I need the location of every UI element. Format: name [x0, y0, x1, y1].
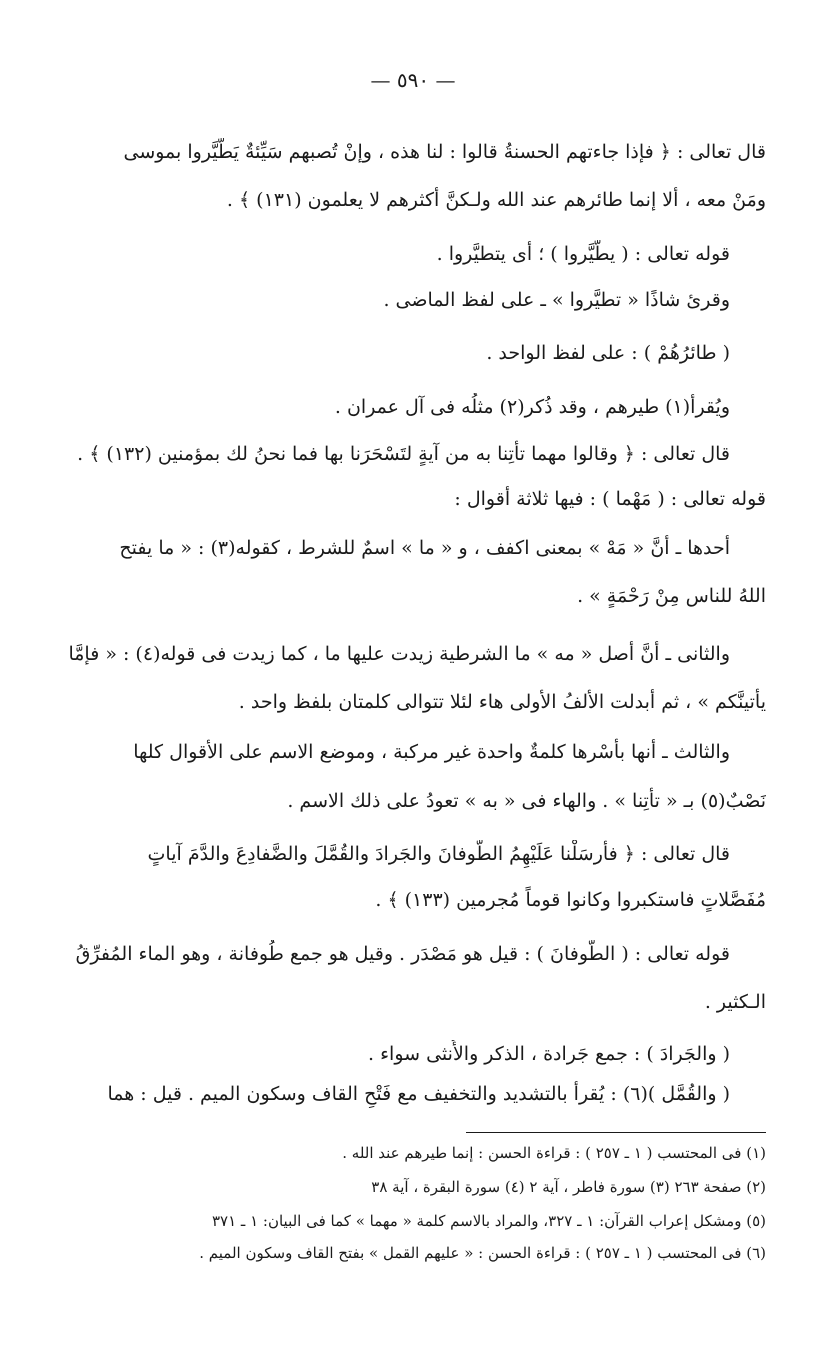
text-line: ( والقُمَّل )(٦) : يُقرأ بالتشديد والتخفيف مع فَتْحِ القاف وسكون الميم . قيل : هما: [107, 1083, 730, 1105]
footnote: (٢) صفحة ٢٦٣ (٣) سورة فاطر ، آية ٢ (٤) سورة البقرة ، آية ٣٨: [371, 1178, 766, 1196]
text-line: قال تعالى : ﴿ فإذا جاءتهم الحسنةُ قالوا : لنا هذه ، وإنْ تُصبهم سَيِّئةٌ يَطَّيَّروا بموسى: [123, 141, 766, 163]
page-number: — ٥٩٠ —: [370, 68, 456, 92]
footnote-separator: [466, 1132, 766, 1133]
footnote: (٦) فى المحتسب ( ١ ـ ٢٥٧ ) : قراءة الحسن : « عليهم القمل » بفتح القاف وسكون الميم .: [199, 1244, 766, 1262]
text-line: ومَنْ معه ، ألا إنما طائرهم عند الله ولـكنَّ أكثرهم لا يعلمون (١٣١) ﴾ .: [226, 189, 766, 211]
text-line: اللهُ للناس مِنْ رَحْمَةٍ » .: [577, 585, 766, 607]
text-line: نَصْبٌ(٥) بـ « تأتِنا » . والهاء فى « به » تعودُ على ذلك الاسم .: [287, 790, 766, 812]
text-line: ( والجَرادَ ) : جمع جَرادة ، الذكر والأُنثى سواء .: [368, 1043, 730, 1065]
text-line: الـكثير .: [704, 991, 766, 1013]
text-line: يأتينَّكم » ، ثم أبدلت الألفُ الأولى هاء لئلا تتوالى كلمتان بلفظ واحد .: [238, 691, 766, 713]
text-line: مُفَصَّلاتٍ فاستكبروا وكانوا قوماً مُجرمين (١٣٣) ﴾ .: [375, 889, 766, 911]
text-line: أحدها ـ أنَّ « مَهْ » بمعنى اكفف ، و « ما » اسمٌ للشرط ، كقوله(٣) : « ما يفتح: [119, 537, 730, 559]
text-line: وقرئ شاذًا « تطيَّروا » ـ على لفظ الماضى .: [383, 289, 730, 311]
text-line: والثالث ـ أنها بأسْرها كلمةٌ واحدة غير مركبة ، وموضع الاسم على الأقوال كلها: [133, 741, 730, 763]
text-line: قال تعالى : ﴿ فأرسَلْنا عَلَيْهِمُ الطُّوفانَ والجَرادَ والقُمَّلَ والضَّفادِعَ والدَّمَ آياتٍ: [147, 843, 730, 865]
text-line: قوله تعالى : ( يطَّيَّروا ) ؛ أى يتطيَّروا .: [436, 243, 730, 265]
footnote: (٥) ومشكل إعراب القرآن: ١ ـ ٣٢٧، والمراد بالاسم كلمة « مهما » كما فى البيان: ١ ـ ٣٧١: [211, 1212, 766, 1230]
text-line: قوله تعالى : ( مَهْما ) : فيها ثلاثة أقوال :: [454, 488, 766, 510]
text-line: والثانى ـ أنَّ أصل « مه » ما الشرطية زيدت عليها ما ، كما زيدت فى قوله(٤) : « فإمَّا: [68, 643, 730, 665]
footnote: (١) فى المحتسب ( ١ ـ ٢٥٧ ) : قراءة الحسن : إنما طيرهم عند الله .: [342, 1144, 766, 1162]
text-line: ويُقرأ(١) طيرهم ، وقد ذُكر(٢) مثلُه فى آل عمران .: [334, 396, 730, 418]
text-line: قوله تعالى : ( الطُّوفانَ ) : قيل هو مَصْدَر . وقيل هو جمع طُوفانة ، وهو الماء المُفرِّقُ: [75, 943, 730, 965]
text-line: ( طائرُهُمْ ) : على لفظ الواحد .: [486, 342, 730, 364]
text-line: قال تعالى : ﴿ وقالوا مهما تأتِنا به من آيةٍ لتَسْحَرَنا بها فما نحنُ لك بمؤمنين (١٣٢) ﴾ .: [77, 443, 730, 465]
